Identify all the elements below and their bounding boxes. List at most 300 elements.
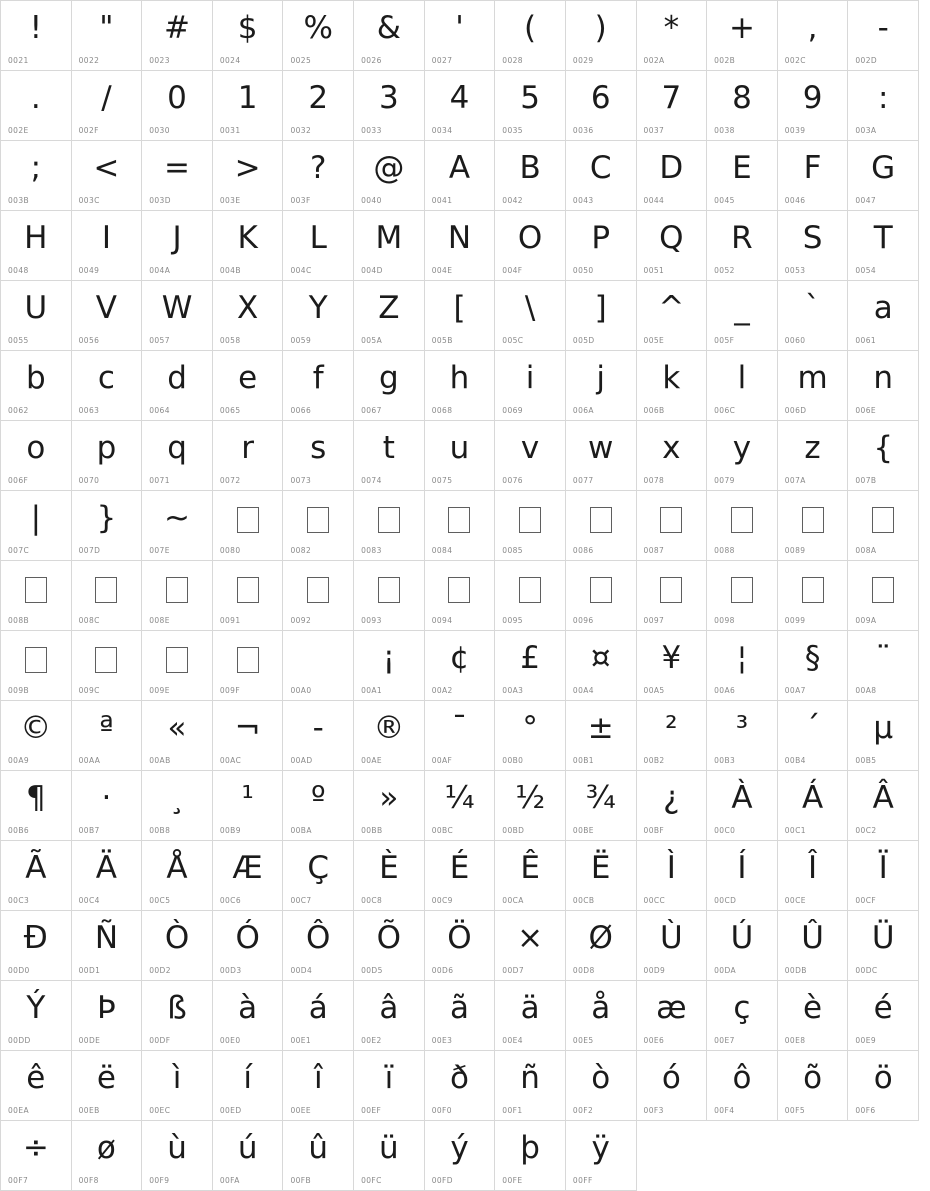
glyph-cell[interactable] [637,491,708,561]
glyph-codepoint: 00AE [361,756,383,765]
glyph-cell[interactable] [354,421,425,491]
glyph-cell[interactable] [707,141,778,211]
glyph-preview [425,565,495,611]
glyph-cell[interactable] [425,1121,496,1191]
glyph-cell[interactable] [566,351,637,421]
glyph-cell[interactable] [707,211,778,281]
glyph-cell[interactable] [778,281,849,351]
glyph-cell[interactable] [354,631,425,701]
glyph-cell[interactable] [495,421,566,491]
glyph-codepoint: 00B8 [149,826,171,835]
glyph-cell[interactable] [848,701,919,771]
glyph-cell[interactable] [283,71,354,141]
glyph-cell[interactable] [637,981,708,1051]
glyph-codepoint: 00E1 [290,1036,312,1045]
glyph-preview: Ä [95,850,118,886]
glyph-codepoint: 00B3 [714,756,736,765]
glyph-codepoint: 0086 [572,546,594,555]
glyph-cell[interactable] [1,421,72,491]
glyph-cell[interactable] [707,561,778,631]
glyph-preview: û [308,1130,329,1166]
glyph-cell[interactable] [213,141,284,211]
glyph-cell[interactable] [848,211,919,281]
glyph-cell[interactable] [72,351,143,421]
glyph-cell[interactable] [72,841,143,911]
glyph-cell[interactable] [354,841,425,911]
glyph-cell[interactable] [1,1121,72,1191]
glyph-codepoint: 0040 [361,196,382,205]
glyph-preview: Z [378,290,400,326]
glyph-cell[interactable] [566,281,637,351]
glyph-cell[interactable] [283,141,354,211]
glyph-cell[interactable] [72,981,143,1051]
glyph-cell[interactable] [778,841,849,911]
glyph-cell[interactable] [213,1121,284,1191]
glyph-cell[interactable] [637,631,708,701]
glyph-cell[interactable] [142,631,213,701]
notdef-box-icon [731,507,753,533]
glyph-preview: U [24,290,48,326]
glyph-cell[interactable] [778,71,849,141]
glyph-cell[interactable] [283,1121,354,1191]
glyph-cell[interactable] [707,631,778,701]
glyph-cell[interactable] [778,141,849,211]
glyph-codepoint: 00B4 [784,756,806,765]
glyph-cell[interactable] [707,1051,778,1121]
glyph-codepoint: 00A7 [784,686,806,695]
glyph-cell[interactable] [848,141,919,211]
glyph-codepoint: 004E [431,266,453,275]
glyph-codepoint: 00FD [431,1176,453,1185]
glyph-preview: ò [591,1060,611,1096]
glyph-cell[interactable] [283,211,354,281]
glyph-cell[interactable] [566,841,637,911]
glyph-cell[interactable] [213,981,284,1051]
glyph-preview: ¹ [241,780,254,816]
glyph-cell[interactable] [283,981,354,1051]
glyph-cell[interactable] [213,281,284,351]
glyph-codepoint: 005E [643,336,665,345]
glyph-cell[interactable] [283,561,354,631]
glyph-codepoint: 003F [290,196,311,205]
glyph-cell[interactable] [283,1051,354,1121]
glyph-cell[interactable] [425,71,496,141]
glyph-cell[interactable] [142,771,213,841]
glyph-cell[interactable] [566,211,637,281]
glyph-cell[interactable] [566,631,637,701]
glyph-preview: S [802,220,823,256]
glyph-cell[interactable] [283,911,354,981]
glyph-preview: Å [166,850,188,886]
glyph-cell[interactable] [1,281,72,351]
glyph-cell[interactable] [778,911,849,981]
glyph-codepoint: 0091 [219,616,241,625]
glyph-cell[interactable] [72,631,143,701]
glyph-cell[interactable] [142,351,213,421]
glyph-cell[interactable] [425,211,496,281]
glyph-cell[interactable] [425,631,496,701]
glyph-cell[interactable] [566,911,637,981]
glyph-cell[interactable] [354,211,425,281]
glyph-cell[interactable] [1,911,72,981]
glyph-cell[interactable] [142,71,213,141]
glyph-preview: ³ [735,710,749,746]
notdef-box-icon [95,577,117,603]
glyph-cell[interactable] [1,631,72,701]
glyph-codepoint: 006D [784,406,807,415]
glyph-cell[interactable] [495,1121,566,1191]
glyph-cell[interactable] [778,351,849,421]
glyph-codepoint: 00E2 [361,1036,382,1045]
glyph-cell[interactable] [637,771,708,841]
glyph-cell[interactable] [72,491,143,561]
glyph-cell[interactable] [778,1051,849,1121]
glyph-preview: } [96,500,117,536]
glyph-codepoint: 008B [8,616,30,625]
glyph-cell[interactable] [637,141,708,211]
glyph-cell[interactable] [283,281,354,351]
glyph-preview: Ô [306,920,331,956]
glyph-cell[interactable] [637,421,708,491]
glyph-cell[interactable] [1,561,72,631]
glyph-cell[interactable] [1,1051,72,1121]
glyph-codepoint: 00BB [361,826,383,835]
glyph-cell[interactable] [1,351,72,421]
glyph-cell[interactable] [354,71,425,141]
glyph-cell[interactable] [1,701,72,771]
glyph-cell[interactable] [72,141,143,211]
glyph-preview: | [30,500,42,536]
glyph-cell[interactable] [778,211,849,281]
glyph-cell[interactable] [213,701,284,771]
glyph-cell[interactable] [848,281,919,351]
glyph-preview: 5 [520,80,540,116]
glyph-cell[interactable] [848,981,919,1051]
glyph-cell[interactable] [707,491,778,561]
glyph-cell[interactable] [637,71,708,141]
glyph-preview: ó [661,1060,681,1096]
glyph-cell[interactable] [1,981,72,1051]
glyph-cell[interactable] [354,701,425,771]
glyph-cell[interactable] [142,701,213,771]
glyph-codepoint: 00AD [290,756,313,765]
glyph-preview [1,565,71,611]
glyph-codepoint: 004D [361,266,383,275]
glyph-cell[interactable] [1,491,72,561]
glyph-cell[interactable] [1,841,72,911]
glyph-cell[interactable] [495,911,566,981]
glyph-codepoint: 006A [572,406,594,415]
glyph-cell[interactable] [637,281,708,351]
glyph-cell[interactable] [566,421,637,491]
glyph-cell[interactable] [72,211,143,281]
glyph-cell[interactable] [1,211,72,281]
glyph-codepoint: 00D7 [502,966,524,975]
glyph-codepoint: 00D2 [149,966,171,975]
glyph-cell[interactable] [778,631,849,701]
glyph-cell[interactable] [1,771,72,841]
glyph-cell[interactable] [142,491,213,561]
glyph-preview [566,495,636,541]
glyph-codepoint: 00E3 [431,1036,453,1045]
glyph-cell[interactable] [354,981,425,1051]
glyph-cell[interactable] [848,421,919,491]
glyph-cell[interactable] [213,421,284,491]
glyph-cell[interactable] [778,491,849,561]
glyph-cell[interactable] [495,841,566,911]
glyph-cell[interactable] [283,491,354,561]
glyph-cell[interactable] [142,1,213,71]
glyph-cell[interactable] [1,71,72,141]
glyph-cell[interactable] [213,211,284,281]
glyph-cell[interactable] [848,491,919,561]
glyph-codepoint: 0032 [290,126,312,135]
glyph-cell[interactable] [354,141,425,211]
glyph-cell[interactable] [1,141,72,211]
glyph-cell[interactable] [354,561,425,631]
glyph-cell[interactable] [213,1051,284,1121]
glyph-cell[interactable] [72,281,143,351]
glyph-cell[interactable] [213,841,284,911]
glyph-cell[interactable] [72,771,143,841]
glyph-preview: ! [29,10,43,46]
glyph-preview [283,495,353,541]
glyph-cell[interactable] [213,351,284,421]
notdef-box-icon [519,507,541,533]
glyph-preview: ý [450,1130,469,1166]
glyph-codepoint: 0051 [643,266,665,275]
glyph-cell[interactable] [425,911,496,981]
glyph-codepoint: 00D4 [290,966,313,975]
glyph-cell[interactable] [637,1051,708,1121]
glyph-cell[interactable] [213,911,284,981]
glyph-preview: . [30,80,41,116]
glyph-cell[interactable] [425,841,496,911]
glyph-cell[interactable] [72,911,143,981]
glyph-preview: w [588,430,614,466]
glyph-cell[interactable] [142,561,213,631]
glyph-preview: Æ [232,850,263,886]
glyph-cell[interactable] [213,631,284,701]
glyph-preview: l [737,360,747,396]
glyph-preview [213,635,283,681]
glyph-cell[interactable] [848,561,919,631]
glyph-cell[interactable] [425,701,496,771]
glyph-cell[interactable] [425,981,496,1051]
glyph-cell[interactable] [566,701,637,771]
glyph-cell[interactable] [495,1,566,71]
glyph-cell[interactable] [778,771,849,841]
glyph-cell[interactable] [707,421,778,491]
glyph-cell[interactable] [707,1,778,71]
glyph-cell[interactable] [213,771,284,841]
glyph-cell[interactable] [495,1051,566,1121]
glyph-cell[interactable] [848,351,919,421]
glyph-codepoint: 002E [8,126,29,135]
glyph-cell[interactable] [354,771,425,841]
glyph-cell[interactable] [142,1121,213,1191]
glyph-cell[interactable] [778,701,849,771]
glyph-cell[interactable] [72,1121,143,1191]
glyph-cell[interactable] [778,1,849,71]
glyph-cell[interactable] [425,421,496,491]
glyph-cell[interactable] [495,771,566,841]
glyph-cell[interactable] [354,351,425,421]
glyph-cell[interactable] [354,1051,425,1121]
glyph-cell[interactable] [566,1,637,71]
glyph-cell[interactable] [566,771,637,841]
glyph-cell[interactable] [707,771,778,841]
glyph-cell[interactable] [707,281,778,351]
glyph-preview: ) [594,10,607,46]
glyph-codepoint: 00DD [8,1036,31,1045]
glyph-codepoint: 00A9 [8,756,30,765]
glyph-cell[interactable] [495,561,566,631]
glyph-cell[interactable] [283,1,354,71]
glyph-codepoint: 0079 [714,476,735,485]
glyph-cell[interactable] [283,631,354,701]
glyph-cell[interactable] [566,1121,637,1191]
glyph-cell[interactable] [848,71,919,141]
glyph-cell[interactable] [425,141,496,211]
glyph-cell[interactable] [495,701,566,771]
glyph-cell[interactable] [707,841,778,911]
glyph-cell[interactable] [354,491,425,561]
glyph-cell[interactable] [213,561,284,631]
glyph-cell[interactable] [354,281,425,351]
glyph-codepoint: 00CE [784,896,806,905]
glyph-cell[interactable] [283,841,354,911]
glyph-cell[interactable] [707,701,778,771]
glyph-cell[interactable] [425,561,496,631]
glyph-preview: ä [520,990,540,1026]
glyph-cell[interactable] [142,281,213,351]
glyph-preview: 8 [732,80,752,116]
glyph-cell[interactable] [778,981,849,1051]
glyph-cell[interactable] [1,1,72,71]
glyph-cell[interactable] [283,771,354,841]
glyph-cell[interactable] [354,911,425,981]
glyph-cell[interactable] [848,1051,919,1121]
glyph-cell[interactable] [425,491,496,561]
glyph-cell[interactable] [637,701,708,771]
glyph-cell[interactable] [848,771,919,841]
glyph-cell[interactable] [637,1,708,71]
glyph-codepoint: 00FB [290,1176,312,1185]
glyph-cell[interactable] [637,211,708,281]
glyph-codepoint: 00D6 [431,966,454,975]
glyph-cell[interactable] [142,141,213,211]
glyph-preview: ¨ [875,640,891,676]
glyph-cell[interactable] [142,981,213,1051]
glyph-preview: , [807,10,818,46]
glyph-cell[interactable] [72,421,143,491]
glyph-cell[interactable] [495,71,566,141]
glyph-cell[interactable] [142,911,213,981]
glyph-cell[interactable] [637,841,708,911]
glyph-cell[interactable] [72,71,143,141]
glyph-preview [848,565,918,611]
glyph-codepoint: 00B7 [78,826,100,835]
glyph-cell[interactable] [213,71,284,141]
notdef-box-icon [802,507,824,533]
glyph-cell[interactable] [142,421,213,491]
glyph-cell[interactable] [566,71,637,141]
glyph-cell[interactable] [707,911,778,981]
glyph-codepoint: 00E9 [855,1036,877,1045]
glyph-cell[interactable] [495,981,566,1051]
glyph-cell[interactable] [848,631,919,701]
glyph-cell[interactable] [495,351,566,421]
glyph-cell[interactable] [142,211,213,281]
glyph-cell[interactable] [72,561,143,631]
glyph-cell[interactable] [848,1,919,71]
glyph-cell[interactable] [566,561,637,631]
grid-filler [707,1121,778,1191]
glyph-cell[interactable] [425,351,496,421]
glyph-codepoint: 0062 [8,406,29,415]
glyph-cell[interactable] [495,141,566,211]
glyph-cell[interactable] [707,71,778,141]
glyph-cell[interactable] [848,911,919,981]
glyph-preview: ü [379,1130,399,1166]
glyph-cell[interactable] [425,771,496,841]
glyph-preview: L [309,220,327,256]
glyph-cell[interactable] [566,491,637,561]
glyph-cell[interactable] [354,1,425,71]
glyph-cell[interactable] [142,841,213,911]
glyph-preview: b [25,360,46,396]
glyph-cell[interactable] [778,561,849,631]
glyph-cell[interactable] [495,491,566,561]
glyph-cell[interactable] [495,211,566,281]
glyph-cell[interactable] [848,841,919,911]
glyph-codepoint: 00F3 [643,1106,664,1115]
glyph-cell[interactable] [495,281,566,351]
glyph-cell[interactable] [637,911,708,981]
glyph-cell[interactable] [283,701,354,771]
glyph-cell[interactable] [707,981,778,1051]
glyph-cell[interactable] [213,1,284,71]
glyph-codepoint: 00BE [572,826,594,835]
glyph-preview: ú [237,1130,258,1166]
glyph-cell[interactable] [283,421,354,491]
glyph-cell[interactable] [213,491,284,561]
glyph-cell[interactable] [72,701,143,771]
glyph-cell[interactable] [637,561,708,631]
glyph-cell[interactable] [72,1,143,71]
glyph-cell[interactable] [637,351,708,421]
glyph-cell[interactable] [778,421,849,491]
glyph-cell[interactable] [566,141,637,211]
glyph-preview: T [873,220,893,256]
glyph-cell[interactable] [142,1051,213,1121]
glyph-cell[interactable] [283,351,354,421]
glyph-cell[interactable] [425,1,496,71]
glyph-cell[interactable] [566,981,637,1051]
glyph-codepoint: 0082 [290,546,312,555]
glyph-cell[interactable] [425,1051,496,1121]
glyph-cell[interactable] [354,1121,425,1191]
glyph-cell[interactable] [495,631,566,701]
glyph-cell[interactable] [707,351,778,421]
glyph-codepoint: 0070 [78,476,100,485]
glyph-cell[interactable] [425,281,496,351]
glyph-cell[interactable] [72,1051,143,1121]
glyph-preview: / [101,80,112,116]
glyph-cell[interactable] [566,1051,637,1121]
glyph-preview: ' [455,10,464,46]
